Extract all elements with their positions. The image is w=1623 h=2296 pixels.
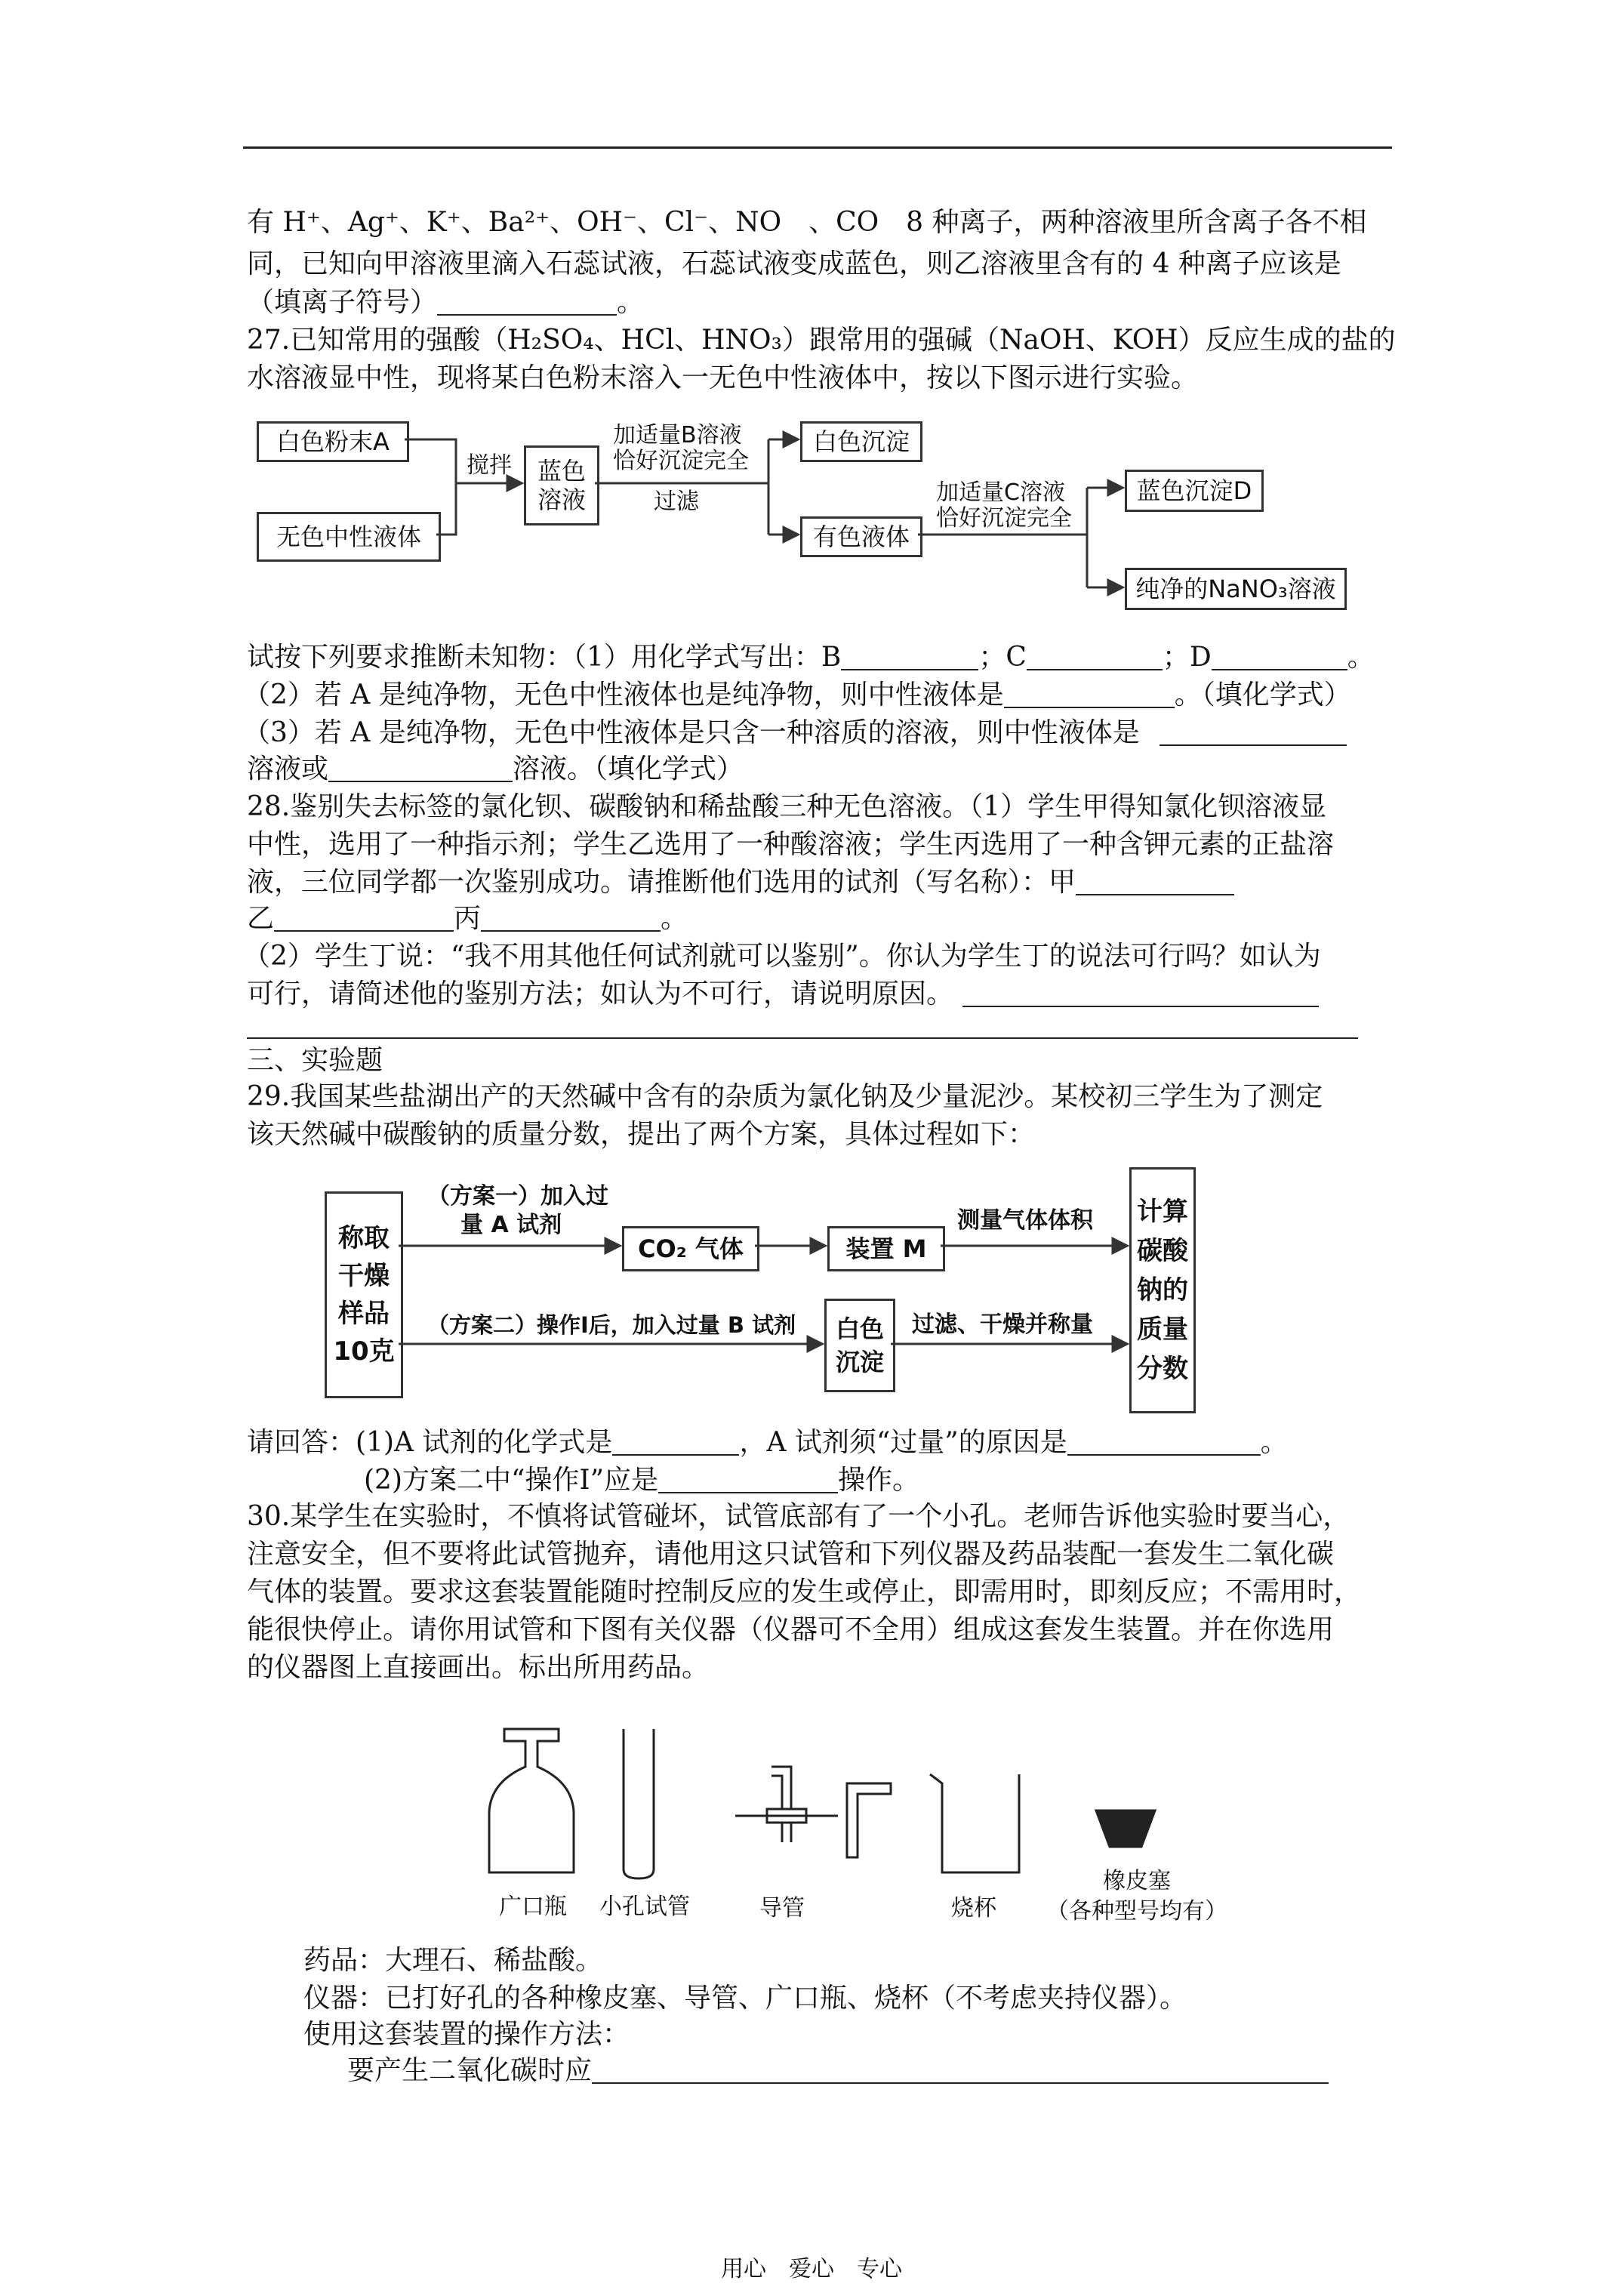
box-neutral-liquid: 无色中性液体 bbox=[257, 512, 441, 562]
q30-line-2: 注意安全，但不要将此试管抛弃，请他用这只试管和下列仪器及药品装配一套发生二氧化碳 bbox=[247, 1539, 1335, 1570]
q29-2-text: (2)方案二中“操作Ⅰ”应是 bbox=[364, 1465, 659, 1496]
box-co2: CO₂ 气体 bbox=[622, 1226, 759, 1271]
apparatus-drawings bbox=[489, 1729, 1155, 1878]
label-plan-1b: 量 A 试剂 bbox=[460, 1212, 562, 1238]
label-measure: 测量气体体积 bbox=[957, 1207, 1093, 1234]
q26-line-2: 同，已知向甲溶液里滴入石蕊试液，石蕊试液变成蓝色，则乙溶液里含有的 4 种离子应该是 bbox=[247, 248, 1341, 279]
q27-1-text: 试按下列要求推断未知物：（1）用化学式写出：B bbox=[247, 642, 842, 673]
q28-line-2: 中性，选用了一种指示剂；学生乙选用了一种酸溶液；学生丙选用了一种含钾元素的正盐溶 bbox=[247, 829, 1335, 860]
label-stir: 搅拌 bbox=[467, 452, 512, 479]
label-add-b-2: 恰好沉淀完全 bbox=[613, 448, 749, 474]
q30-method: 使用这套装置的操作方法： bbox=[303, 2019, 630, 2050]
caption-stopper: 橡皮塞 bbox=[1103, 1868, 1171, 1894]
caption-stopper-note: （各种型号均有） bbox=[1046, 1898, 1227, 1925]
q29-line-1: 29.我国某些盐湖出产的天然碱中含有的杂质为氯化钠及少量泥沙。某校初三学生为了测定 bbox=[247, 1081, 1323, 1112]
section-3-heading: 三、实验题 bbox=[247, 1045, 383, 1076]
q27-3-hint: 溶液。（填化学式） bbox=[513, 754, 744, 784]
q28-line-6-text: 可行，请简述他的鉴别方法；如认为不可行，请说明原因。 bbox=[247, 978, 954, 1009]
q28-line-3-text: 液，三位同学都一次鉴别成功。请推断他们选用的试剂（写名称）：甲 bbox=[247, 867, 1076, 898]
q26-line-1: 有 H⁺、Ag⁺、K⁺、Ba²⁺、OH⁻、Cl⁻、NO 、CO 8 种离子，两种溶液里所含离子各不相 bbox=[247, 207, 1367, 238]
q30-drugs: 药品：大理石、稀盐酸。 bbox=[303, 1945, 603, 1976]
box-white-precip: 白色沉淀 bbox=[824, 1299, 895, 1392]
q28-period: 。 bbox=[661, 903, 688, 934]
q30-line-1: 30.某学生在实验时，不慎将试管碰坏，试管底部有了一个小孔。老师告诉他实验时要当心， bbox=[247, 1501, 1350, 1532]
box-blue-solution: 蓝色溶液 bbox=[524, 445, 599, 525]
q29-line-2: 该天然碱中碳酸钠的质量分数，提出了两个方案，具体过程如下： bbox=[247, 1119, 1036, 1150]
q29-1-text: 请回答：(1)A 试剂的化学式是 bbox=[247, 1427, 613, 1458]
box-white-precipitate: 白色沉淀 bbox=[800, 421, 922, 462]
label-add-c-2: 恰好沉淀完全 bbox=[936, 505, 1072, 532]
q27-2-hint: 。（填化学式） bbox=[1174, 680, 1351, 710]
box-colored-liquid: 有色液体 bbox=[800, 516, 922, 557]
q27-line-1: 27.已知常用的强酸（H₂SO₄、HCl、HNO₃）跟常用的强碱（NaOH、KOH）反应生成的盐的 bbox=[247, 325, 1396, 356]
q28-line-5: （2）学生丁说：“我不用其他任何试剂就可以鉴别”。你认为学生丁的说法可行吗？如认为 bbox=[243, 941, 1321, 972]
q28-yi-label: 乙 bbox=[247, 903, 275, 934]
label-plan-1a: （方案一）加入过 bbox=[427, 1183, 608, 1210]
caption-tube: 小孔试管 bbox=[599, 1894, 690, 1920]
caption-beaker: 烧杯 bbox=[951, 1895, 996, 1922]
q26-hint: （填离子符号） bbox=[247, 287, 438, 318]
q29-1-reason: ，A 试剂须“过量”的原因是 bbox=[739, 1427, 1067, 1458]
label-add-c-1: 加适量C溶液 bbox=[936, 479, 1065, 506]
q30-instruments: 仪器：已打好孔的各种橡皮塞、导管、广口瓶、烧杯（不考虑夹持仪器）。 bbox=[303, 1983, 1187, 2014]
q30-line-4: 能很快停止。请你用试管和下图有关仪器（仪器可不全用）组成这套发生装置。并在你选用 bbox=[247, 1614, 1335, 1645]
label-filter: 过滤 bbox=[654, 488, 699, 515]
label-filter-dry: 过滤、干燥并称量 bbox=[912, 1311, 1093, 1338]
caption-jar: 广口瓶 bbox=[499, 1894, 567, 1920]
q29-2-suffix: 操作。 bbox=[838, 1465, 920, 1496]
label-plan-2: （方案二）操作Ⅰ后，加入过量 B 试剂 bbox=[427, 1312, 796, 1338]
box-white-powder-a: 白色粉末A bbox=[257, 421, 409, 462]
box-device-m: 装置 M bbox=[827, 1226, 945, 1271]
page-footer: 用心 爱心 专心 bbox=[721, 2256, 902, 2282]
q30-produce-text: 要产生二氧化碳时应 bbox=[347, 2055, 593, 2086]
q27-line-2: 水溶液显中性，现将某白色粉末溶入一无色中性液体中，按以下图示进行实验。 bbox=[247, 362, 1199, 393]
box-calc: 计算碳酸钠的质量分数 bbox=[1129, 1167, 1196, 1413]
q27-3-text: （3）若 A 是纯净物，无色中性液体是只含一种溶质的溶液，则中性液体是 bbox=[243, 717, 1140, 748]
q26-period: 。 bbox=[617, 287, 645, 318]
q27-3-or: 溶液或 bbox=[247, 754, 329, 784]
box-blue-precipitate-d: 蓝色沉淀D bbox=[1125, 470, 1264, 512]
q27-1-c-label: ；C bbox=[978, 642, 1027, 673]
box-pure-nano3: 纯净的NaNO₃溶液 bbox=[1125, 568, 1347, 610]
q27-1-period: 。 bbox=[1347, 642, 1375, 673]
q27-2-text: （2）若 A 是纯净物，无色中性液体也是纯净物，则中性液体是 bbox=[243, 680, 1004, 710]
box-sample: 称取干燥样品10克 bbox=[325, 1191, 403, 1398]
q27-1-d-label: ；D bbox=[1162, 642, 1212, 673]
caption-pipe: 导管 bbox=[759, 1895, 805, 1922]
q30-line-3: 气体的装置。要求这套装置能随时控制反应的发生或停止，即需用时，即刻反应；不需用时， bbox=[247, 1576, 1362, 1607]
q28-line-1: 28.鉴别失去标签的氯化钡、碳酸钠和稀盐酸三种无色溶液。（1）学生甲得知氯化钡溶液显 bbox=[247, 791, 1327, 822]
q30-line-5: 的仪器图上直接画出。标出所用药品。 bbox=[247, 1652, 710, 1683]
q29-1-period: 。 bbox=[1260, 1427, 1288, 1458]
label-add-b-1: 加适量B溶液 bbox=[613, 422, 742, 448]
q28-bing-label: 丙 bbox=[454, 903, 482, 934]
